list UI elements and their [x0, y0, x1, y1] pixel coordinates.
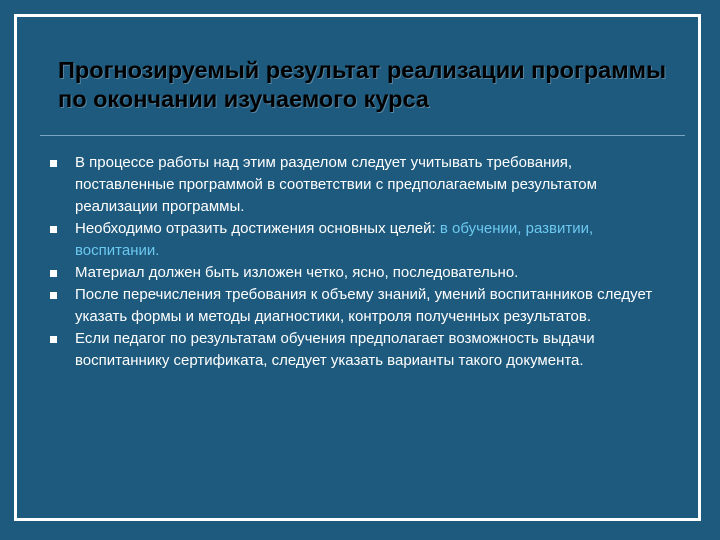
bullet-text: Если педагог по результатам обучения предполагает возможность выдачи воспитаннику сертификата, следует указать варианты такого документа. [75, 330, 595, 369]
bullet-highlight: в обучении, развитии, воспитании. [75, 220, 594, 259]
square-bullet-icon [50, 336, 57, 343]
bullet-text: Необходимо отразить достижения основных целей: [75, 220, 440, 237]
bullet-item [50, 262, 675, 284]
bullet-item [50, 284, 675, 328]
square-bullet-icon [50, 226, 57, 233]
slide-title: Прогнозируемый результат реализации программы по окончании изучаемого курса [58, 57, 667, 112]
bullet-list [50, 152, 675, 372]
square-bullet-icon [50, 160, 57, 167]
title-divider [40, 135, 685, 136]
bullet-item [50, 328, 675, 372]
bullet-text: Материал должен быть изложен четко, ясно, последовательно. [75, 264, 519, 281]
square-bullet-icon [50, 292, 57, 299]
bullet-text: В процессе работы над этим разделом следует учитывать требования, поставленные программой в соответствии с предполагаемым результатом реализации программы. [75, 154, 597, 215]
bullet-item [50, 218, 675, 262]
bullet-item [50, 152, 675, 218]
bullet-text: После перечисления требования к объему знаний, умений воспитанников следует указать формы и методы диагностики, контроля полученных результатов. [75, 286, 653, 325]
square-bullet-icon [50, 270, 57, 277]
